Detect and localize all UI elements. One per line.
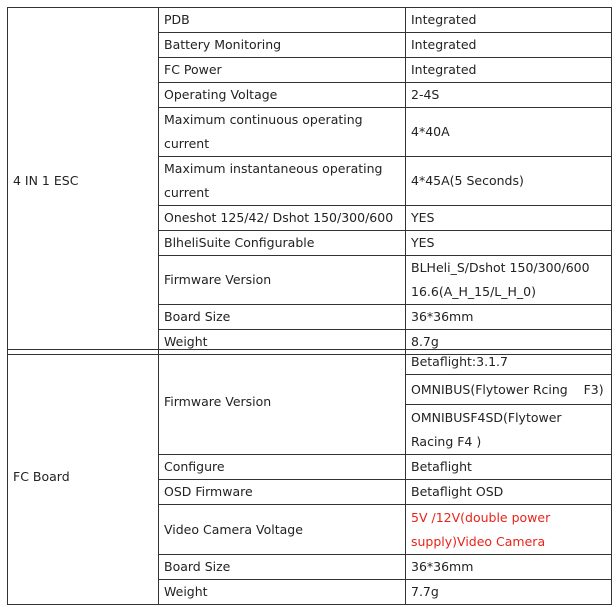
spec-value: OMNIBUS(Flytower Rcing F3) xyxy=(406,375,612,405)
spec-value: YES xyxy=(406,206,612,231)
group-label-fc: FC Board xyxy=(8,350,159,605)
spec-label: Battery Monitoring xyxy=(159,33,406,58)
spec-value: Integrated xyxy=(406,58,612,83)
spec-label: Board Size xyxy=(159,555,406,580)
spec-value-highlight: 5V /12V(double power supply)Video Camera xyxy=(406,505,612,555)
spec-label: BlheliSuite Configurable xyxy=(159,231,406,256)
spec-value: OMNIBUSF4SD(Flytower Racing F4 ) xyxy=(406,405,612,455)
spec-label: Oneshot 125/42/ Dshot 150/300/600 xyxy=(159,206,406,231)
spec-value: 4*45A(5 Seconds) xyxy=(406,157,612,206)
spec-label: OSD Firmware xyxy=(159,480,406,505)
spec-value: Integrated xyxy=(406,8,612,33)
group-label-esc: 4 IN 1 ESC xyxy=(8,8,159,355)
spec-label: Configure xyxy=(159,455,406,480)
spec-value: 7.7g xyxy=(406,580,612,605)
spec-label: Video Camera Voltage xyxy=(159,505,406,555)
spec-value: BLHeli_S/Dshot 150/300/600 16.6(A_H_15/L_H_0) xyxy=(406,256,612,305)
spec-value: YES xyxy=(406,231,612,256)
spec-value: 4*40A xyxy=(406,108,612,157)
spec-table-fc xyxy=(7,349,612,605)
table-row xyxy=(8,8,612,33)
spec-label: Board Size xyxy=(159,305,406,330)
spec-value: Betaflight xyxy=(406,455,612,480)
spec-value: Betaflight OSD xyxy=(406,480,612,505)
spec-value: 36*36mm xyxy=(406,555,612,580)
spec-value: 36*36mm xyxy=(406,305,612,330)
spec-value: 8.7g xyxy=(406,330,612,355)
spec-label: Firmware Version xyxy=(159,350,406,455)
spec-label: Weight xyxy=(159,580,406,605)
spec-label: PDB xyxy=(159,8,406,33)
spec-value: Betaflight:3.1.7 xyxy=(406,350,612,375)
spec-label: Firmware Version xyxy=(159,256,406,305)
spec-label: Operating Voltage xyxy=(159,83,406,108)
spec-label: Maximum continuous operating current xyxy=(159,108,406,157)
spec-value: 2-4S xyxy=(406,83,612,108)
spec-label: Maximum instantaneous operating current xyxy=(159,157,406,206)
spec-label: Weight xyxy=(159,330,406,355)
spec-label: FC Power xyxy=(159,58,406,83)
spec-table xyxy=(7,7,612,355)
spec-value: Integrated xyxy=(406,33,612,58)
table-row xyxy=(8,350,612,375)
